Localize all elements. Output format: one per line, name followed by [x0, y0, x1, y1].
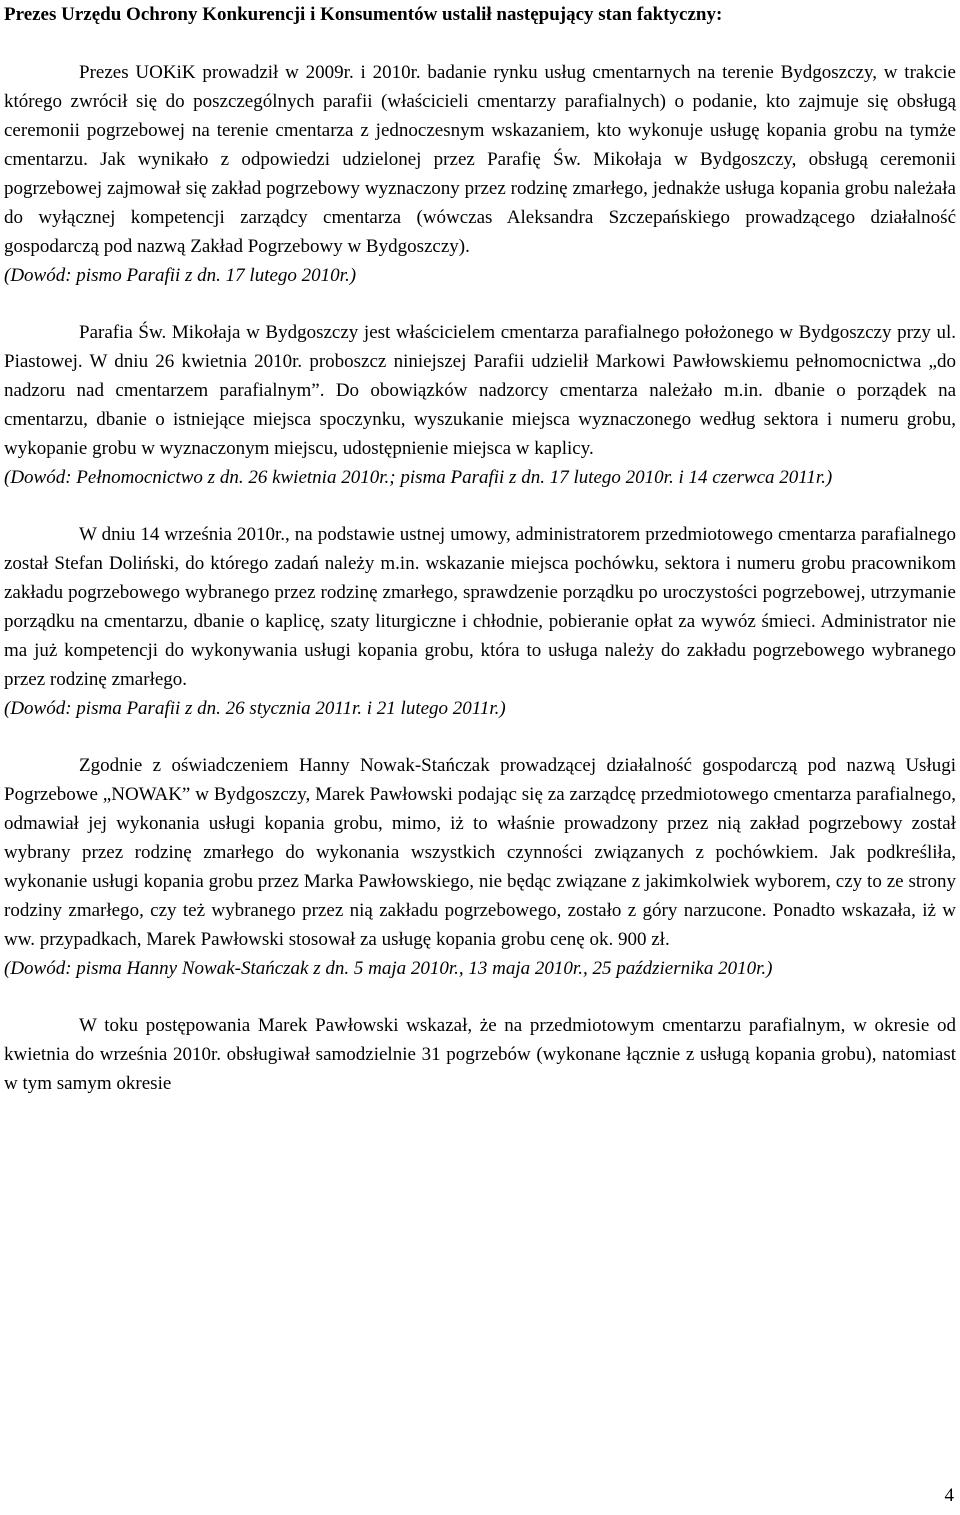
paragraph-text: W toku postępowania Marek Pawłowski wskazał, że na przedmiotowym cmentarzu parafialnym, w okresie od kwietnia do września 2010r. obsługiwał samodzielnie 31 pogrzebów (wykonane łącznie z usługą kopania grobu), natomiast w tym samym okresie	[4, 1015, 956, 1094]
paragraph-text: Zgodnie z oświadczeniem Hanny Nowak-Stańczak prowadzącej działalność gospodarczą pod nazwą Usługi Pogrzebowe „NOWAK” w Bydgoszczy, Marek Pawłowski podając się za zarządcę przedmiotowego cmentarza parafialnego, odmawiał jej wykonania usługi kopania grobu, mimo, iż to właśnie prowadzony przez nią zakład pogrzebowy został wybrany przez rodzinę zmarłego do wykonania wszystkich czynności związanych z pochówkiem. Jak podkreśliła, wykonanie usługi kopania grobu przez Marka Pawłowskiego, nie będąc związane z jakimkolwiek wyborem, czy to ze strony rodziny zmarłego, czy też wybranego przez nią zakładu pogrzebowego, zostało z góry narzucone. Ponadto wskazała, iż w ww. przypadkach, Marek Pawłowski stosował za usługę kopania grobu cenę ok. 900 zł.	[4, 755, 956, 950]
paragraph-text: Parafia Św. Mikołaja w Bydgoszczy jest właścicielem cmentarza parafialnego położonego w Bydgoszczy przy ul. Piastowej. W dniu 26 kwietnia 2010r. proboszcz niniejszej Parafii udzielił Markowi Pawłowskiemu pełnomocnictwa „do nadzoru nad cmentarzem parafialnym”. Do obowiązków nadzorcy cmentarza należało m.in. dbanie o porządek na cmentarzu, dbanie o istniejące miejsca spoczynku, wyszukanie miejsca wyznaczonego według sektora i numeru grobu, wykopanie grobu w wyznaczonym miejscu, udostępnienie miejsca w kaplicy.	[4, 322, 956, 459]
spacer	[4, 983, 956, 1011]
page-number: 4	[944, 1485, 954, 1506]
paragraph-text: Prezes UOKiK prowadził w 2009r. i 2010r. badanie rynku usług cmentarnych na terenie Bydgoszczy, w trakcie którego zwrócił się do poszczególnych parafii (właścicieli cmentarzy parafialnych) o podanie, kto zajmuje się obsługą ceremonii pogrzebowej na terenie cmentarza z jednoczesnym wskazaniem, kto wykonuje usługę kopania grobu na tymże cmentarzu. Jak wynikało z odpowiedzi udzielonej przez Parafię Św. Mikołaja w Bydgoszczy, obsługą ceremonii pogrzebowej zajmował się zakład pogrzebowy wyznaczony przez rodzinę zmarłego, jednakże usługa kopania grobu należała do wyłącznej kompetencji zarządcy cmentarza (wówczas Aleksandra Szczepańskiego prowadzącego działalność gospodarczą pod nazwą Zakład Pogrzebowy w Bydgoszczy).	[4, 62, 956, 257]
evidence-citation: (Dowód: pisma Hanny Nowak-Stańczak z dn. 5 maja 2010r., 13 maja 2010r., 25 października 2010r.)	[4, 958, 773, 979]
paragraph-block-5	[4, 1011, 956, 1098]
spacer	[4, 290, 956, 318]
spacer	[4, 29, 956, 58]
section-heading: Prezes Urzędu Ochrony Konkurencji i Konsumentów ustalił następujący stan faktyczny:	[4, 4, 723, 25]
paragraph-block-1	[4, 58, 956, 290]
paragraph-block-3	[4, 520, 956, 723]
evidence-citation: (Dowód: pismo Parafii z dn. 17 lutego 2010r.)	[4, 265, 357, 286]
evidence-citation: (Dowód: Pełnomocnictwo z dn. 26 kwietnia 2010r.; pisma Parafii z dn. 17 lutego 2010r. i 14 czerwca 2011r.)	[4, 467, 833, 488]
spacer	[4, 492, 956, 520]
paragraph-block-2	[4, 318, 956, 492]
spacer	[4, 723, 956, 751]
paragraph-text: W dniu 14 września 2010r., na podstawie ustnej umowy, administratorem przedmiotowego cmentarza parafialnego został Stefan Doliński, do którego zadań należy m.in. wskazanie miejsca pochówku, sektora i numeru grobu pracownikom zakładu pogrzebowego wybranego przez rodzinę zmarłego, sprawdzenie porządku po uroczystości pogrzebowej, utrzymanie porządku na cmentarzu, dbanie o kaplicę, szaty liturgiczne i chłodnie, pobieranie opłat za wywóz śmieci. Administrator nie ma już kompetencji do wykonywania usługi kopania grobu, która to usługa należy do zakładu pogrzebowego wybranego przez rodzinę zmarłego.	[4, 524, 956, 690]
evidence-citation: (Dowód: pisma Parafii z dn. 26 stycznia 2011r. i 21 lutego 2011r.)	[4, 698, 506, 719]
paragraph-block-4	[4, 751, 956, 983]
